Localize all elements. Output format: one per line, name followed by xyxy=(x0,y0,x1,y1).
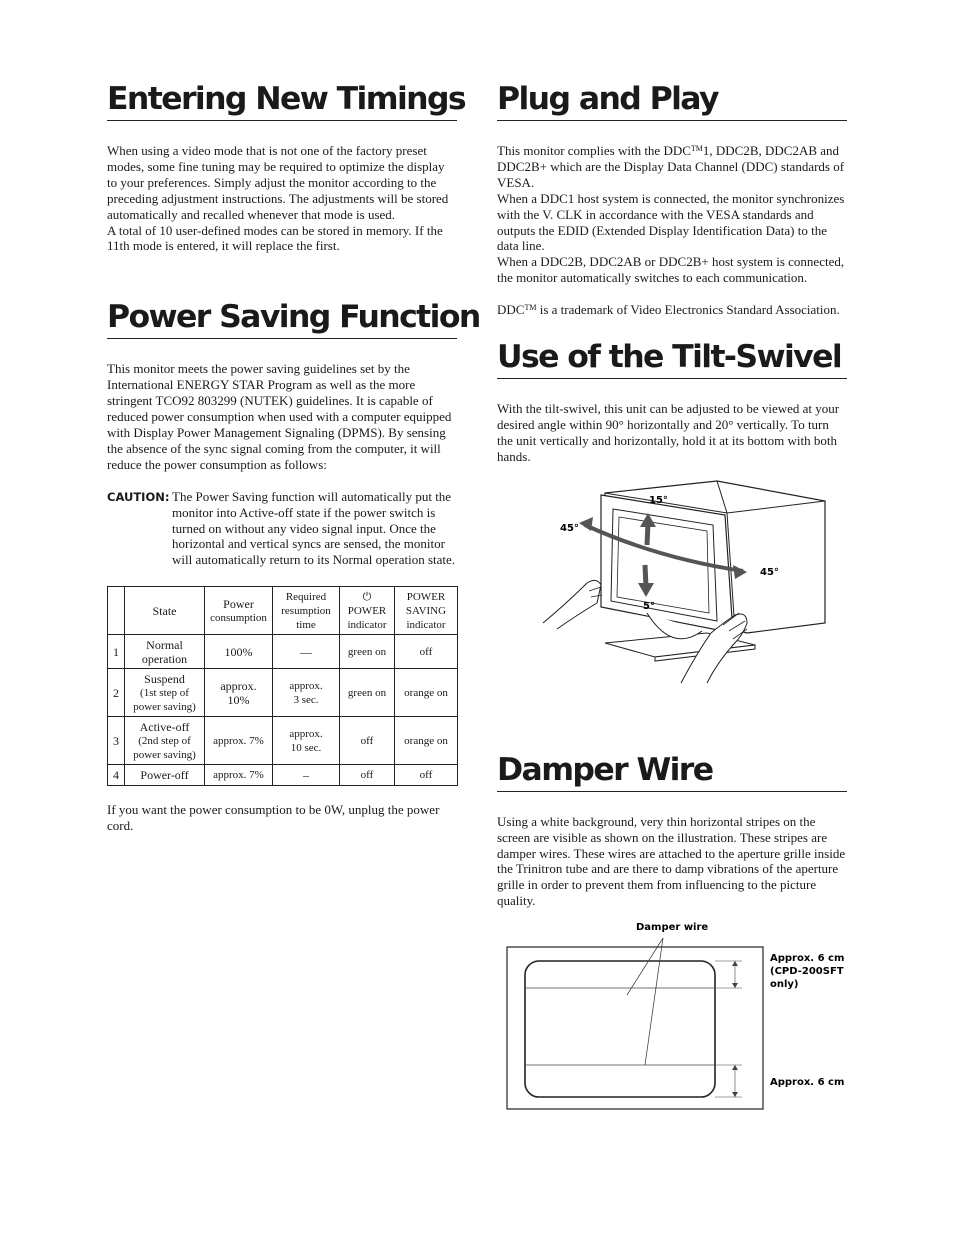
left-column xyxy=(107,80,480,834)
tilt-swivel-paragraph: With the tilt-swivel, this unit can be adjusted to be viewed at your desired angle within 90° horizontally and 20° vertically. To turn the unit vertically and horizontally, hold it at its bottom with both hands. xyxy=(497,401,840,464)
state-line-2: operation xyxy=(141,651,188,666)
state-line-3: power saving) xyxy=(133,748,196,761)
damper-wire-label: Damper wire xyxy=(636,922,709,934)
header-saving-indicator xyxy=(395,587,458,635)
trademark-sup: TM xyxy=(690,144,703,153)
row-state xyxy=(125,669,205,717)
power-states-table xyxy=(107,586,458,786)
trademark-note xyxy=(497,302,847,318)
header-power-line-1: Power xyxy=(223,596,254,611)
damper-wire-heading: Damper Wire xyxy=(497,751,847,792)
row-state xyxy=(125,717,205,765)
row-resumption xyxy=(273,717,340,765)
row-number: 3 xyxy=(108,717,125,765)
row-power: approx. 7% xyxy=(205,765,273,786)
row-saving-indicator: orange on xyxy=(395,717,458,765)
header-resumption-time xyxy=(273,587,340,635)
row-power-indicator: off xyxy=(340,765,395,786)
table-header-row xyxy=(108,587,458,635)
header-saving-line-3: indicator xyxy=(406,618,446,631)
row-number: 4 xyxy=(108,765,125,786)
top-dimension-label-2: (CPD-200SFT xyxy=(770,966,844,978)
header-resume-line-2: resumption xyxy=(281,604,331,617)
resume-line-2: 3 sec. xyxy=(293,693,319,706)
row-state xyxy=(125,635,205,669)
caution-note xyxy=(107,489,457,569)
entering-timings-paragraph-2: A total of 10 user-defined modes can be stored in memory. If the 11th mode is entered, it will replace the first. xyxy=(107,222,443,254)
header-resume-line-3: time xyxy=(296,618,316,631)
state-line-2: (2nd step of xyxy=(138,734,191,747)
ddc-text-a: This monitor complies with the DDC xyxy=(497,143,691,158)
table-row xyxy=(108,669,458,717)
row-power-indicator: off xyxy=(340,717,395,765)
row-power: approx. 7% xyxy=(205,717,273,765)
row-saving-indicator: orange on xyxy=(395,669,458,717)
row-resumption: — xyxy=(273,635,340,669)
swivel-right-label: 45° xyxy=(760,566,779,578)
resume-line-1: approx. xyxy=(289,727,323,740)
tm-sup: TM xyxy=(524,303,537,313)
state-line-1: Suspend xyxy=(144,671,185,686)
caution-label: CAUTION: xyxy=(107,489,170,504)
row-saving-indicator: off xyxy=(395,635,458,669)
row-saving-indicator: off xyxy=(395,765,458,786)
header-state: State xyxy=(125,587,205,635)
power-off-note: If you want the power consumption to be 0W, unplug the power cord. xyxy=(107,802,440,834)
row-power-indicator: green on xyxy=(340,635,395,669)
state-line-3: power saving) xyxy=(133,700,196,713)
top-dimension-label-3: only) xyxy=(770,979,799,991)
damper-wire-paragraph: Using a white background, very thin horizontal stripes on the screen are visible as shown on the illustration. These stripes are damper wires. These wires are attached to the aperture grille inside the Trinitron tube and are there to damp vibrations of the aperture grille in order to prevent them from influencing to the picture quality. xyxy=(497,813,846,909)
plug-and-play-paragraph-2: When a DDC1 host system is connected, the monitor synchronizes with the V. CLK in accordance with the VESA standards and outputs the EDID (Extended Display Identification Data) to the data line. xyxy=(497,190,845,254)
header-power-ind-line-2: indicator xyxy=(347,618,387,631)
ddc-text-b: 1, DDC2B, DDC2AB and DDC2B+ which are the Display Data Channel (DDC) standards of VESA. xyxy=(497,143,845,190)
caution-text: The Power Saving function will automatically put the monitor into Active-off state if the power switch is turned on without any video signal input. Once the horizontal and vertical syncs are sensed, the monitor will automatically return to its Normal operation state. xyxy=(172,488,456,568)
row-state: Power-off xyxy=(125,765,205,786)
table-row xyxy=(108,635,458,669)
plug-and-play-paragraph-3: When a DDC2B, DDC2AB or DDC2B+ host system is connected, the monitor automatically switches to each communication. xyxy=(497,254,845,286)
resume-line-2: 10 sec. xyxy=(290,741,322,754)
state-line-1: Normal xyxy=(146,637,183,652)
power-saving-paragraph: This monitor meets the power saving guidelines set by the International ENERGY STAR Program as well as the more stringent TCO92 803299 (NUTEK) guidelines. It is capable of reduced power consumption when used with a computer equipped with Display Power Management Signaling (DPMS). By sensing the absence of the sync signal coming from the computer, it will reduce the power consumption as follows: xyxy=(107,361,452,472)
row-number: 2 xyxy=(108,669,125,717)
row-resumption: – xyxy=(273,765,340,786)
top-dimension-label-1: Approx. 6 cm xyxy=(770,953,845,965)
tm-text-a: DDC xyxy=(497,302,525,318)
header-power-ind-line-1: POWER xyxy=(347,604,387,617)
plug-and-play-paragraph-1 xyxy=(497,143,847,191)
entering-timings-heading: Entering New Timings xyxy=(107,80,457,121)
row-power-indicator: green on xyxy=(340,669,395,717)
header-resume-line-1: Required xyxy=(285,590,327,603)
power-line-2: 10% xyxy=(227,692,250,707)
power-line-1: approx. xyxy=(220,678,257,693)
resume-line-1: approx. xyxy=(289,679,323,692)
power-saving-heading: Power Saving Function xyxy=(107,298,457,339)
tilt-up-label: 15° xyxy=(649,494,668,506)
power-symbol-icon: ⏻ xyxy=(362,590,372,603)
state-line-1: Active-off xyxy=(139,719,190,734)
state-line-2: (1st step of xyxy=(140,686,189,699)
row-power: 100% xyxy=(205,635,273,669)
header-saving-line-1: POWER xyxy=(406,590,446,603)
header-power-line-2: consumption xyxy=(210,611,267,624)
row-power xyxy=(205,669,273,717)
header-number xyxy=(108,587,125,635)
tilt-swivel-illustration xyxy=(497,473,847,703)
swivel-left-label: 45° xyxy=(560,522,579,534)
damper-wire-illustration xyxy=(497,917,847,1117)
row-number: 1 xyxy=(108,635,125,669)
entering-timings-paragraph-1: When using a video mode that is not one of the factory preset modes, some fine tuning may be required to optimize the display to your preferences. Simply adjust the monitor according to the preceding adjustment instructions. The adjustments will be stored automatically and recalled whenever that mode is used. xyxy=(107,143,449,222)
bottom-dimension-label: Approx. 6 cm xyxy=(770,1077,845,1089)
table-row xyxy=(108,765,458,786)
header-power-indicator xyxy=(340,587,395,635)
right-column xyxy=(497,80,847,1117)
table-row xyxy=(108,717,458,765)
tm-text-b: is a trademark of Video Electronics Standard Association. xyxy=(536,302,840,318)
plug-and-play-heading: Plug and Play xyxy=(497,80,847,121)
header-saving-line-2: SAVING xyxy=(405,604,447,617)
tilt-down-label: 5° xyxy=(643,600,655,612)
header-power-consumption xyxy=(205,587,273,635)
tilt-swivel-heading: Use of the Tilt-Swivel xyxy=(497,338,847,379)
row-resumption xyxy=(273,669,340,717)
